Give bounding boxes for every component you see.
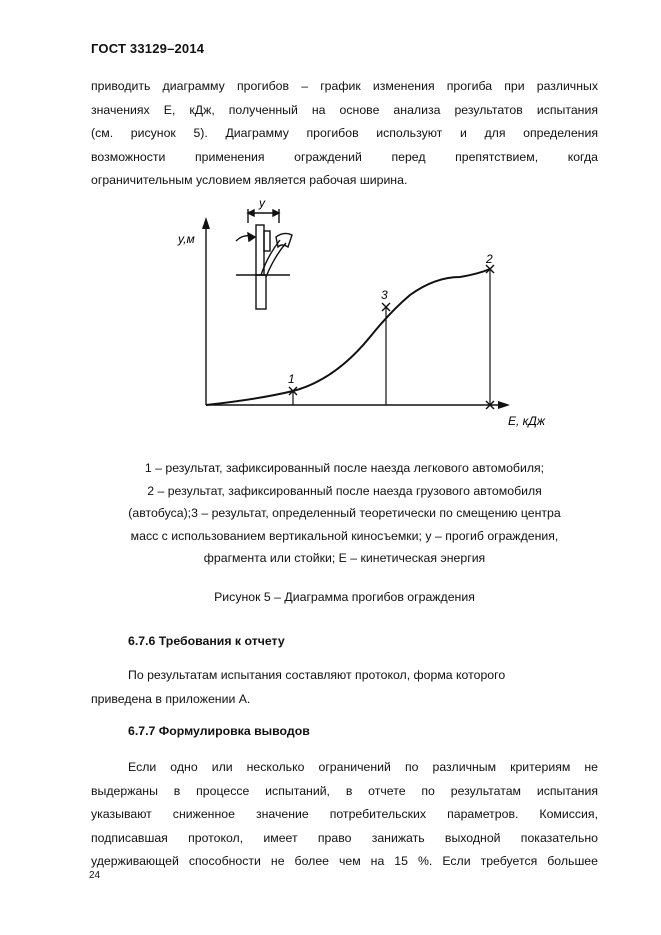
intro-line: приводить диаграмму прогибов – график изменения прогиба при различных (91, 79, 598, 93)
document-header: ГОСТ 33129–2014 (91, 41, 205, 56)
section-677-line: Если одно или несколько ограничений по различным критериям не (128, 760, 598, 774)
y-axis-label: y,м (178, 232, 195, 246)
barrier-sketch-icon (236, 209, 292, 309)
figure-legend (91, 457, 598, 570)
intro-line: возможности применения ограждений перед препятствием, когда (91, 149, 598, 164)
x-axis-arrow (498, 401, 510, 409)
figure-title: Рисунок 5 – Диаграмма прогибов ограждения (214, 590, 475, 604)
legend-line: 1 – результат, зафиксированный после наезда легкового автомобиля; (144, 461, 545, 475)
y-axis-arrow (202, 217, 210, 229)
section-677-line: указывают сниженное значение потребительских параметров. Комиссия, (91, 807, 598, 821)
intro-paragraph (91, 75, 598, 193)
section-677-line: подписавшая протокол, имеет право занижать выходной показательно (91, 830, 598, 845)
dimension-label: y (259, 196, 265, 210)
intro-line: ограничительным условием является рабочая ширина. (91, 173, 408, 187)
legend-line: (автобуса);3 – результат, определенный теоретически по смещению центра (128, 506, 561, 520)
legend-line: 2 – результат, зафиксированный после наезда грузового автомобиля (147, 483, 542, 498)
section-676-line: приведена в приложении А. (91, 691, 251, 706)
section-677-line: удерживающей способности не более чем на 15 %. Если требуется большее (91, 854, 598, 868)
deflection-curve (206, 269, 490, 405)
legend-line: масс с использованием вертикальной киносъемки; y – прогиб ограждения, (130, 528, 559, 543)
legend-line: фрагмента или стойки; E – кинетическая энергия (203, 551, 486, 565)
section-677-paragraph (91, 756, 598, 874)
section-676-paragraph (91, 664, 598, 711)
x-axis-label: E, кДж (508, 414, 546, 428)
intro-line: (см. рисунок 5). Диаграмму прогибов используют и для определения (91, 126, 598, 140)
intro-line: значениях E, кДж, полученный на основе анализа результатов испытания (91, 102, 598, 117)
section-677-heading: 6.7.7 Формулировка выводов (128, 724, 310, 738)
section-676-line: По результатам испытания составляют протокол, форма которого (128, 668, 506, 682)
point-1-label: 1 (288, 372, 295, 386)
deflection-diagram (160, 195, 580, 435)
section-676-heading: 6.7.6 Требования к отчету (128, 634, 285, 648)
page-number: 24 (89, 870, 101, 881)
point-2-label: 2 (486, 252, 493, 266)
point-3-label: 3 (381, 288, 388, 302)
section-677-line: выдержаны в процессе испытаний, в отчете по результатам испытания (91, 783, 598, 798)
